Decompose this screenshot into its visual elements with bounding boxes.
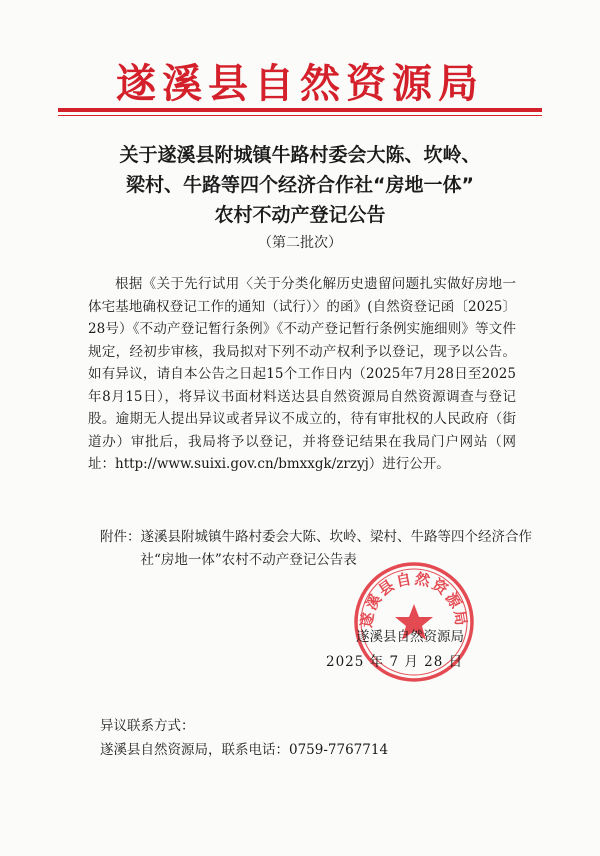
notice-batch: （第二批次） <box>258 235 342 251</box>
signature-date: 2025 年 7 月 28 日 <box>326 654 464 670</box>
contact-label: 异议联系方式： <box>100 718 195 734</box>
letterhead-title: 遂溪县自然资源局 <box>116 60 484 107</box>
contact-text: 遂溪县自然资源局，联系电话：0759-7767714 <box>100 742 389 758</box>
signature-org: 遂溪县自然资源局 <box>356 629 464 645</box>
letterhead-rule-thick <box>58 108 542 112</box>
attachment-label: 附件： <box>100 529 141 545</box>
letterhead-rule-thin <box>58 115 542 116</box>
svg-text:遂溪县自然资源局: 遂溪县自然资源局 <box>357 569 471 629</box>
attachment-text: 遂溪县附城镇牛路村委会大陈、坎岭、梁村、牛路等四个经济合作社“房地一体”农村不动产登记公告表 <box>140 529 532 568</box>
notice-title-line: 梁村、牛路等四个经济合作社“房地一体” <box>126 174 474 196</box>
notice-title-line: 关于遂溪县附城镇牛路村委会大陈、坎岭、 <box>119 144 481 166</box>
notice-title-line: 农村不动产登记公告 <box>214 204 386 226</box>
notice-body: 根据《关于先行试用〈关于分类化解历史遗留问题扎实做好房地一体宅基地确权登记工作的通知（试行）〉的函》(自然资登记函〔2025〕28号）《不动产登记暂行条例》《不动产登记暂行条例实施细则》等文件规定，经初步审核，我局拟对下列不动产权利予以登记，现予以公告。如有异议，请自本公告之日起15个工作日内（2025年7月28日至2025年8月15日），将异议书面材料送达县自然资源局自然资源调查与登记股。逾期无人提出异议或者异议不成立的，待有审批权的人民政府（街道办）审批后，我局将予以登记，并将登记结果在我局门户网站（网址：http://www.suixi.gov.cn/bmxxgk/zrzyj）进行公开。 <box>88 276 516 472</box>
notice-title <box>72 140 528 230</box>
